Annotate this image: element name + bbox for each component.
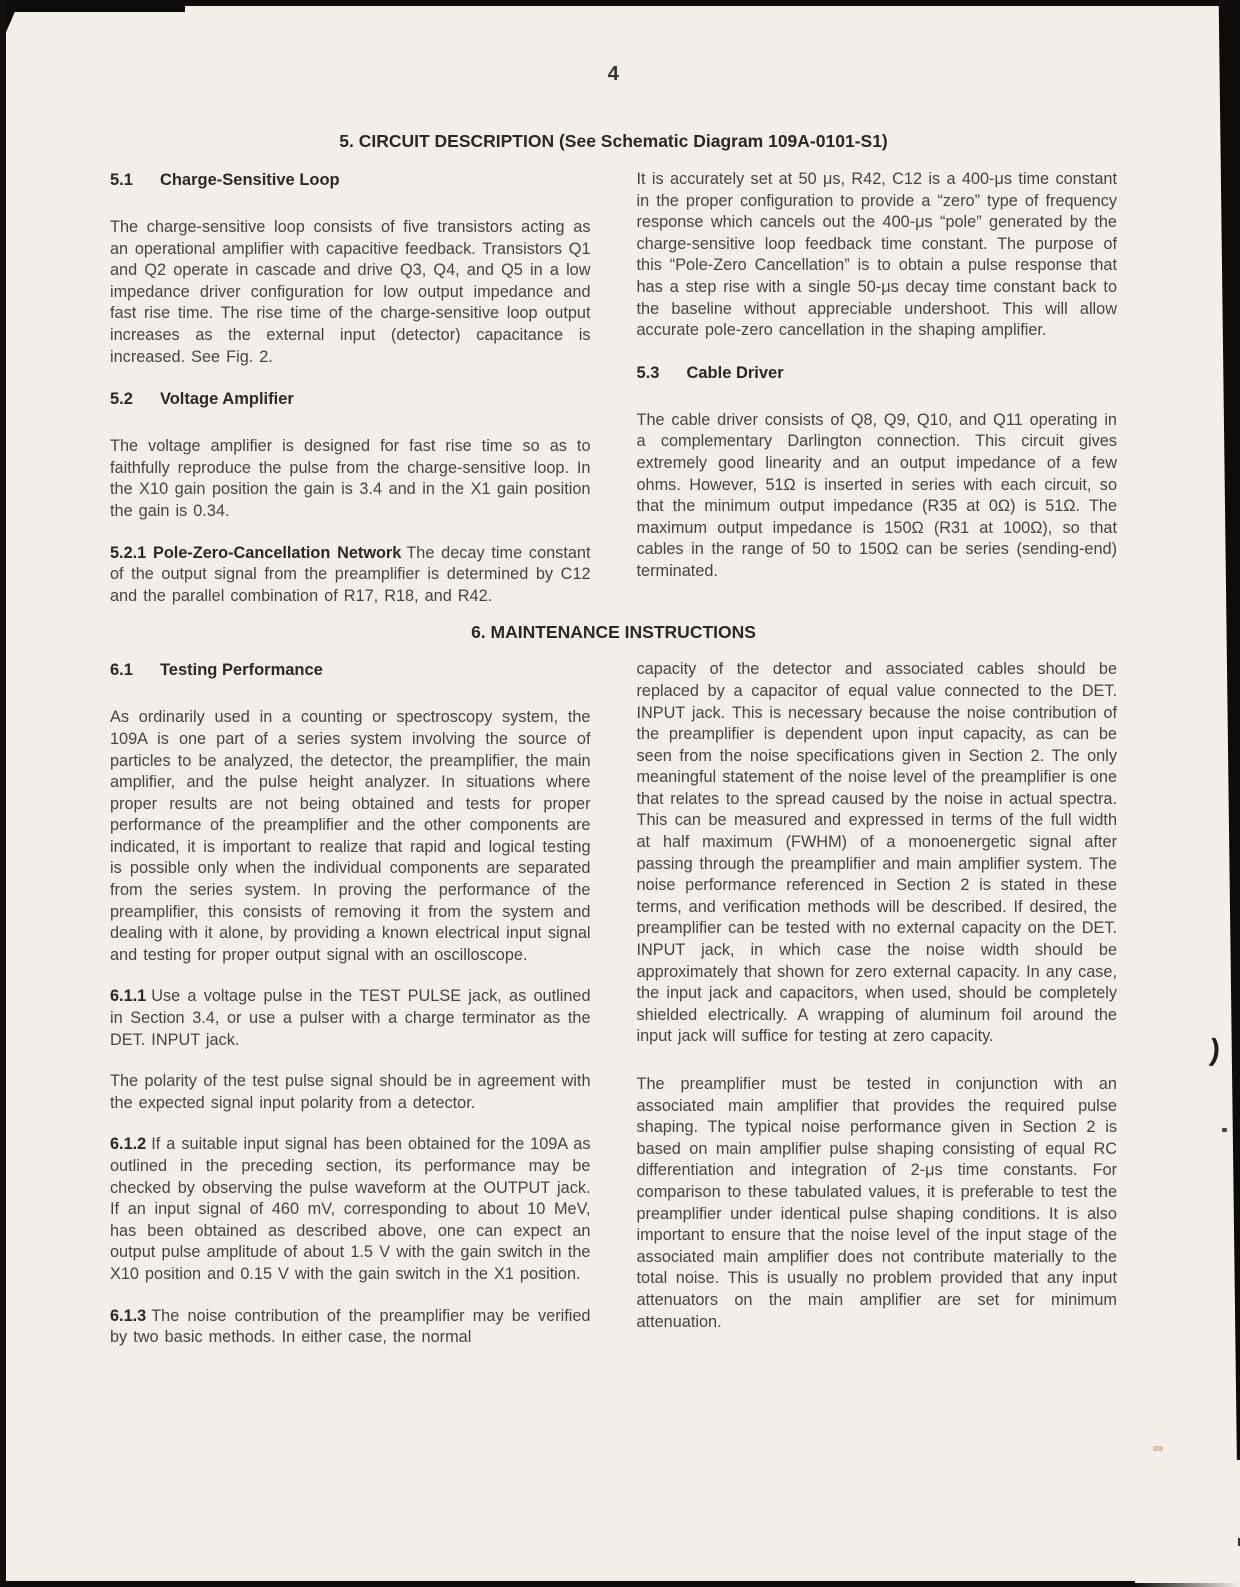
paragraph-6-1-2: [110, 1134, 591, 1285]
run-in-heading-6-1-3: 6.1.3: [110, 1306, 147, 1325]
scan-edge-bottom: [0, 1581, 1135, 1587]
paragraph-6-1-1-text: Use a voltage pulse in the TEST PULSE jack, as outlined in Section 3.4, or use a pulser with a charge terminator as the DET. INPUT jack.: [110, 987, 591, 1049]
paragraph-preamplifier-testing: The preamplifier must be tested in conjunction with an associated main amplifier that provides the required pulse shaping. The typical noise performance given in Section 2 is based on main amplifier pulse shaping consisting of equal RC differentiation and integration of 2-μs time constants. For comparison to these tabulated values, it is preferable to test the preamplifier under identical pulse shaping conditions. It is also important to ensure that the noise level of the input stage of the associated main amplifier does not contribute materially to the total noise. This is usually no problem provided that any input attenuators on the main amplifier are set for minimum attenuation.: [636, 1075, 1117, 1331]
paragraph-cable-driver: The cable driver consists of Q8, Q9, Q10, and Q11 operating in a complementary Darlington connection. This circuit gives extremely good linearity and an output impedance of a few ohms. However, 51Ω is inserted in series with each circuit, so that the minimum output impedance (R35 at 0Ω) is 51Ω. The maximum output impedance is 150Ω (R31 at 100Ω), so that cables in the range of 50 to 150Ω can be series (sending-end) terminated.: [636, 410, 1117, 580]
run-in-heading-6-1-2: 6.1.2: [110, 1135, 147, 1154]
page-number: 4: [607, 63, 620, 85]
heading-5-1-label: Charge-Sensitive Loop: [159, 171, 340, 189]
scan-edge-right: [1214, 0, 1240, 1460]
paragraph-6-1-1: [110, 986, 591, 1051]
scan-edge-bottom-fade: [1135, 1583, 1240, 1587]
paragraph-6-1-2-text: If a suitable input signal has been obtained for the 109A as outlined in the preceding section, its performance may be checked by observing the pulse waveform at the OUTPUT jack. If an input signal of 460 mV, corresponding to about 10 MeV, has been obtained as described above, one can expect an output pulse amplitude of about 1.5 V with the gain switch in the X10 position and 0.15 V with the gain switch in the X1 position.: [110, 1135, 591, 1283]
run-in-heading-6-1-1: 6.1.1: [110, 987, 147, 1006]
paragraph-polarity: The polarity of the test pulse signal should be in agreement with the expected signal input polarity from a detector.: [110, 1072, 591, 1112]
section-5-right-column: [637, 169, 1118, 583]
heading-5-2-label: Voltage Amplifier: [159, 390, 294, 409]
heading-5-3-number: 5.3: [636, 363, 660, 382]
paragraph-6-1-3: [110, 1306, 591, 1349]
heading-6-1-number: 6.1: [110, 661, 133, 680]
paragraph-testing-performance: As ordinarily used in a counting or spectroscopy system, the 109A is one part of a series system involving the source of particles to be analyzed, the detector, the preamplifier, the main amplifier, and the pulse height analyzer. In situations where proper results are not being obtained and tests for proper performance of the preamplifier and the other components are indicated, it is important to realize that rapid and logical testing is possible only when the individual components are separated from the series system. In proving the performance of the preamplifier, this consists of removing it from the system and dealing with it alone, by providing a known electrical input signal and testing for proper output signal with an oscilloscope.: [110, 708, 591, 964]
heading-5-1: [110, 169, 591, 191]
section-6-title: 6. MAINTENANCE INSTRUCTIONS: [471, 622, 756, 643]
section-6-columns: [110, 659, 1117, 1348]
section-6-left-column: [110, 659, 591, 1348]
paragraph-noise-capacity-continued: capacity of the detector and associated cables should be replaced by a capacitor of equal value connected to the DET. INPUT jack. This is necessary because the noise contribution of the preamplifier is dependent upon input capacity, as can be seen from the noise specifications given in Section 2. The only meaningful statement of the noise level of the preamplifier is one that relates to the spread caused by the noise in actual spectra. This can be measured and expressed in terms of the full width at half maximum (FWHM) of a monoenergetic signal after passing through the preamplifier and main amplifier system. The noise performance referenced in Section 2 is stated in these terms, and verification methods will be described. If desired, the preamplifier can be tested with no external capacity on the DET. INPUT jack, in which case the noise width should be approximately that shown for zero external capacity. In any case, the input jack and capacitors, when used, should be completely shielded electrically. A wrapping of aluminum foil around the input jack will suffice for testing at zero capacity.: [636, 660, 1117, 1046]
page-content: [110, 0, 1117, 1349]
heading-6-1-label: Testing Performance: [159, 661, 323, 680]
paragraph-pole-zero-network: [110, 543, 591, 608]
tan-speck: [1153, 1446, 1163, 1451]
section-5-title: 5. CIRCUIT DESCRIPTION (See Schematic Diagram 109A-0101-S1): [339, 131, 888, 151]
heading-5-3: [637, 362, 1118, 384]
paragraph-pole-zero-text: The decay time constant of the output signal from the preamplifier is determined by C12 and the parallel combination of R17, R18, and R42.: [110, 543, 591, 605]
heading-6-1: [110, 659, 591, 681]
ink-blot-mark: ): [1208, 1033, 1222, 1068]
section-5-columns: [110, 169, 1117, 607]
heading-5-2: [110, 388, 591, 410]
paragraph-voltage-amplifier: The voltage amplifier is designed for fast rise time so as to faithfully reproduce the pulse from the charge-sensitive loop. In the X10 gain position the gain is 3.4 and in the X1 gain position the gain is 0.34.: [110, 437, 591, 520]
section-6-right-column: [637, 659, 1118, 1333]
paragraph-6-1-3-text: The noise contribution of the preamplifier may be verified by two basic methods. In either case, the normal: [110, 1306, 591, 1347]
heading-5-3-label: Cable Driver: [686, 363, 784, 382]
section-5-left-column: [110, 169, 591, 607]
ink-speck: [1222, 1128, 1227, 1132]
run-in-heading-5-2-1: 5.2.1 Pole-Zero-Cancellation Network: [110, 543, 402, 562]
paragraph-charge-sensitive-loop: The charge-sensitive loop consists of five transistors acting as an operational amplifier with capacitive feedback. Transistors Q1 and Q2 operate in cascade and drive Q3, Q4, and Q5 in a low impedance driver configuration for low output impedance and fast rise time. The rise time of the charge-sensitive loop output increases as the external input (detector) capacitance is increased. See Fig. 2.: [110, 218, 591, 366]
heading-5-1-number: 5.1: [110, 171, 133, 189]
scan-edge-left: [0, 0, 6, 1587]
heading-5-2-number: 5.2: [110, 390, 133, 409]
paragraph-pole-zero-continued: It is accurately set at 50 μs, R42, C12 is a 400-μs time constant in the proper configuration to provide a “zero” type of frequency response which cancels out the 400-μs “pole” generated by the charge-sensitive loop feedback time constant. The purpose of this “Pole-Zero Cancellation” is to obtain a pulse response that has a step rise with a single 50-μs decay time constant back to the baseline without appreciable undershoot. This will allow accurate pole-zero cancellation in the shaping amplifier.: [636, 170, 1117, 340]
